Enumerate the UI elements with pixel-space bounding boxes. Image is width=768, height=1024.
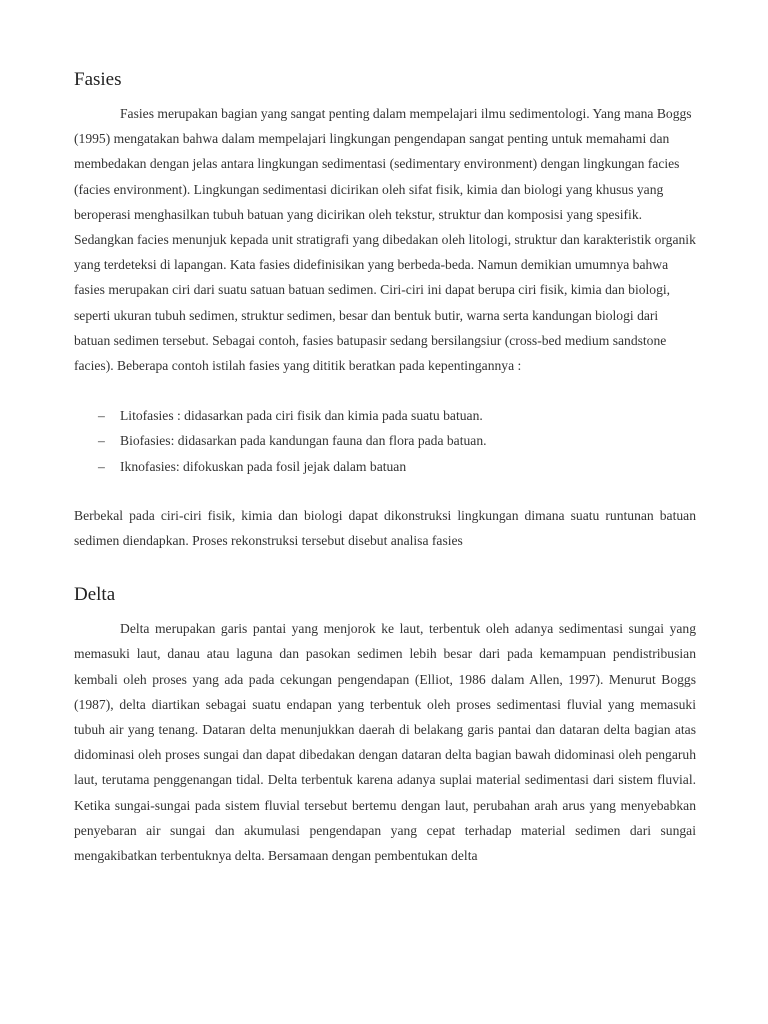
list-item-text: Iknofasies: difokuskan pada fosil jejak dalam batuan xyxy=(120,458,407,474)
list-item-text: Biofasies: didasarkan pada kandungan fauna dan flora pada batuan. xyxy=(120,433,487,449)
fasies-bullet-list xyxy=(74,403,696,479)
list-item xyxy=(74,454,696,479)
dash-bullet: – xyxy=(98,408,105,424)
delta-paragraph: Delta merupakan garis pantai yang menjorok ke laut, terbentuk oleh adanya sedimentasi sungai yang memasuki laut, danau atau laguna dan pasokan sedimen lebih besar dari pada kemampuan pendistribusian kembali oleh proses yang ada pada cekungan pengendapan (Elliot, 1986 dalam Allen, 1997). Menurut Boggs (1987), delta diartikan sebagai suatu endapan yang terbentuk oleh proses sedimentasi fluvial yang memasuki tubuh air yang tenang. Dataran delta menunjukkan daerah di belakang garis pantai dan dataran delta bagian atas didominasi oleh proses sungai dan dapat dibedakan dengan dataran delta bagian bawah didominasi oleh pengaruh laut, terutama penggenangan tidal. Delta terbentuk karena adanya suplai material sedimentasi dari sistem fluvial. Ketika sungai-sungai pada sistem fluvial tersebut bertemu dengan laut, perubahan arah arus yang menyebabkan penyebaran air sungai dan akumulasi pengendapan yang cepat terhadap material sedimen dari sungai mengakibatkan terbentuknya delta. Bersamaan dengan pembentukan delta xyxy=(74,621,696,864)
document-page xyxy=(74,68,696,868)
fasies-paragraph: Fasies merupakan bagian yang sangat penting dalam mempelajari ilmu sedimentologi. Yang mana Boggs (1995) mengatakan bahwa dalam mempelajari lingkungan pengendapan sangat penting untuk memahami dan membedakan dengan jelas antara lingkungan sedimentasi (sedimentary environment) dengan lingkungan facies (facies environment). Lingkungan sedimentasi dicirikan oleh sifat fisik, kimia dan biologi yang khusus yang beroperasi menghasilkan tubuh batuan yang dicirikan oleh tekstur, struktur dan komposisi yang spesifik. Sedangkan facies menunjuk kepada unit stratigrafi yang dibedakan oleh litologi, struktur dan karakteristik organik yang terdeteksi di lapangan. Kata fasies didefinisikan yang berbeda-beda. Namun demikian umumnya bahwa fasies merupakan ciri dari suatu satuan batuan sedimen. Ciri-ciri ini dapat berupa ciri fisik, kimia dan biologi, seperti ukuran tubuh sedimen, struktur sedimen, besar dan bentuk butir, warna serta kandungan biologi dari batuan sedimen tersebut. Sebagai contoh, fasies batupasir sedang bersilangsiur (cross-bed medium sandstone facies). Beberapa contoh istilah fasies yang dititik beratkan pada kepentingannya : xyxy=(74,106,696,374)
list-item-text: Litofasies : didasarkan pada ciri fisik dan kimia pada suatu batuan. xyxy=(120,408,483,424)
fasies-closing-paragraph: Berbekal pada ciri-ciri fisik, kimia dan biologi dapat dikonstruksi lingkungan dimana suatu runtunan batuan sedimen diendapkan. Proses rekonstruksi tersebut disebut analisa fasies xyxy=(74,507,696,549)
section-heading-fasies: Fasies xyxy=(74,69,122,90)
section-heading-delta: Delta xyxy=(74,584,116,606)
list-item xyxy=(74,403,696,428)
dash-bullet: – xyxy=(98,433,105,449)
dash-bullet: – xyxy=(98,458,105,474)
list-item xyxy=(74,428,696,453)
